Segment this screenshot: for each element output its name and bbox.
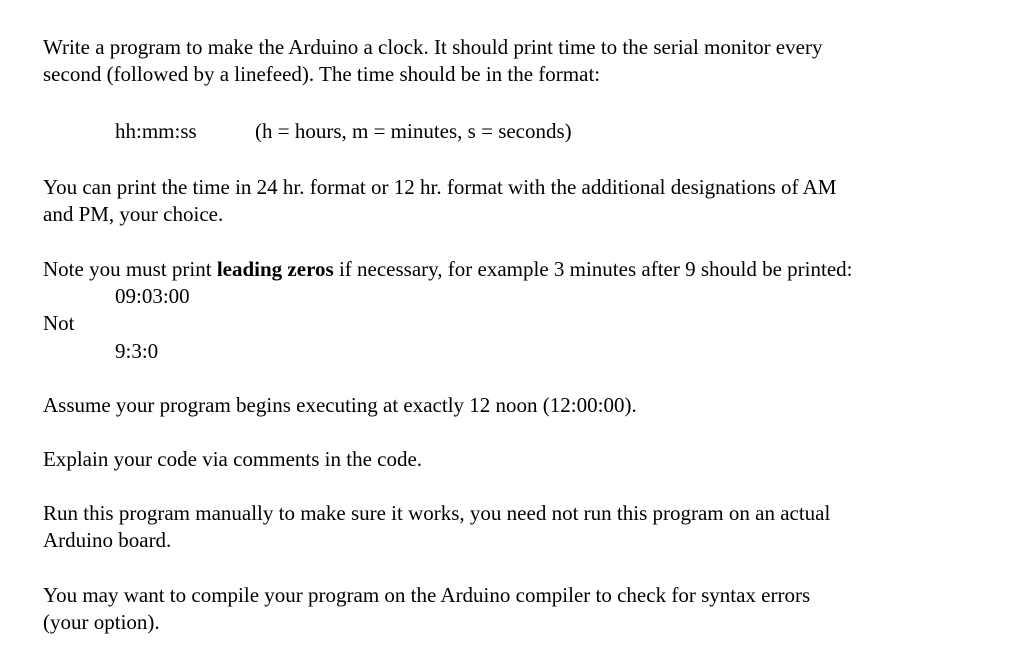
intro-line-2: second (followed by a linefeed). The time should be in the format:	[43, 62, 601, 86]
run-line-1: Run this program manually to make sure it works, you need not run this program on an actual	[43, 501, 831, 525]
intro-line-1: Write a program to make the Arduino a clock. It should print time to the serial monitor every	[43, 35, 823, 59]
note-post: if necessary, for example 3 minutes after 9 should be printed:	[333, 257, 853, 281]
compile-line-1: You may want to compile your program on the Arduino compiler to check for syntax errors	[43, 583, 811, 607]
correct-example: 09:03:00	[115, 284, 190, 308]
run-line-2: Arduino board.	[43, 528, 172, 552]
format-pattern: hh:mm:ss	[115, 119, 197, 143]
assume-text: Assume your program begins executing at exactly 12 noon (12:00:00).	[43, 393, 637, 417]
wrong-example: 9:3:0	[115, 339, 159, 363]
compile-line-2: (your option).	[43, 610, 160, 634]
format-legend: (h = hours, m = minutes, s = seconds)	[255, 119, 572, 143]
note-line	[43, 256, 853, 283]
not-label: Not	[43, 311, 75, 335]
choice-line-2: and PM, your choice.	[43, 202, 224, 226]
note-bold: leading zeros	[216, 257, 334, 281]
explain-text: Explain your code via comments in the code.	[43, 447, 423, 471]
note-pre: Note you must print	[43, 257, 217, 281]
choice-line-1: You can print the time in 24 hr. format or 12 hr. format with the additional designations of AM	[43, 175, 837, 199]
